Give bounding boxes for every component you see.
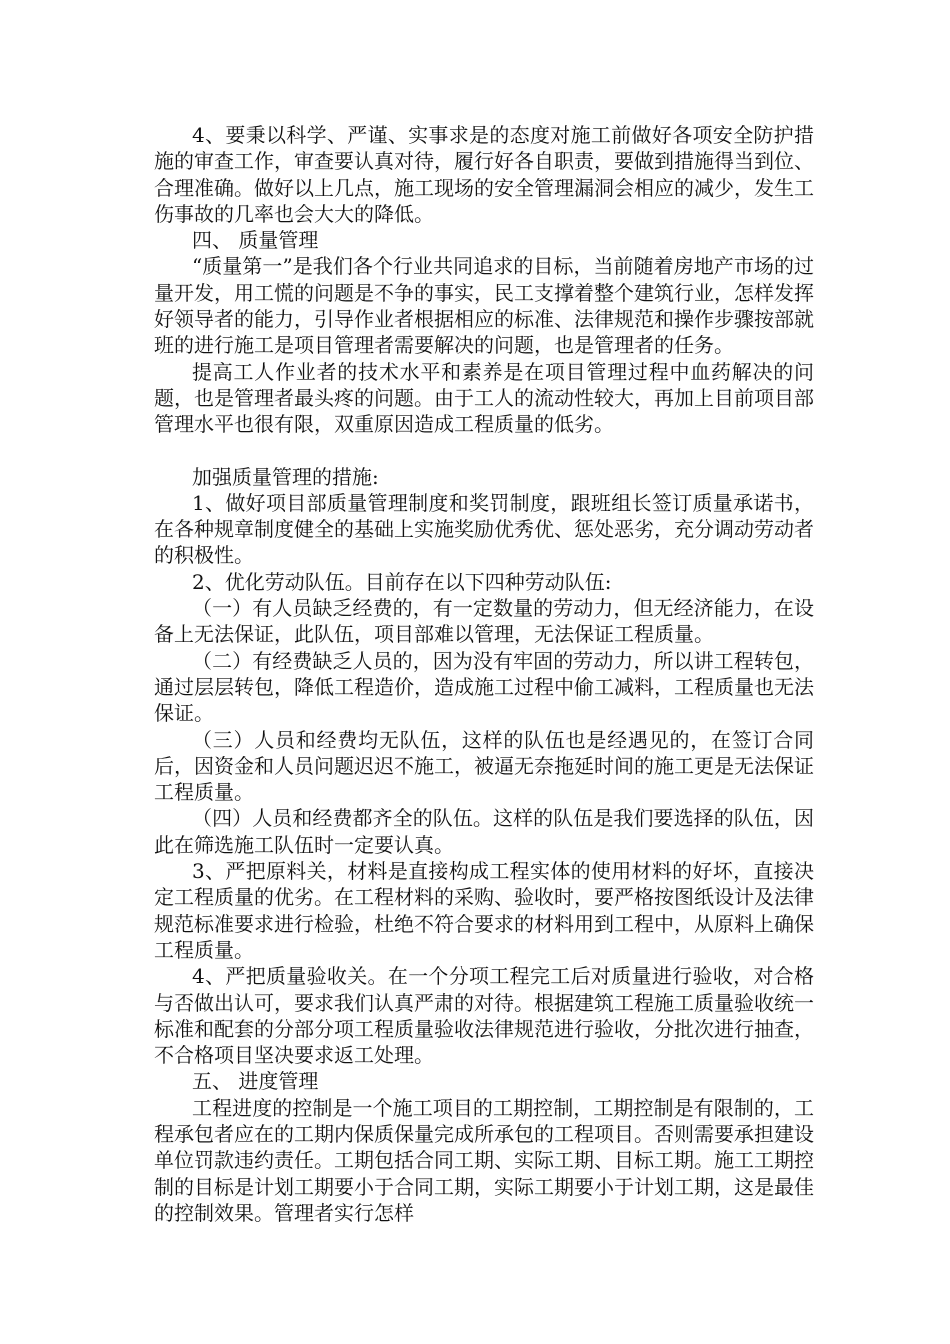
paragraph-worker-skills: 提高工人作业者的技术水平和素养是在项目管理过程中血药解决的问题，也是管理者最头疼的问题。由于工人的流动性较大，再加上目前项目部管理水平也很有限，双重原因造成工程质量的低劣。 (154, 359, 814, 437)
paragraph-quality-first: “质量第一”是我们各个行业共同追求的目标，当前随着房地产市场的过量开发，用工慌的问题是不争的事实，民工支撑着整个建筑行业，怎样发挥好领导者的能力，引导作业者根据相应的标准、法律规范和操作步骤按部就班的进行施工是项目管理者需要解决的问题，也是管理者的任务。 (154, 254, 814, 358)
paragraph-measure-2: 2、优化劳动队伍。目前存在以下四种劳动队伍: (192, 569, 612, 594)
paragraph-measure-3: 3、严把原料关，材料是直接构成工程实体的使用材料的好坏，直接决定工程质量的优劣。在工程材料的采购、验收时，要严格按图纸设计及法律规范标准要求进行检验，杜绝不符合要求的材料用到工程中，从原料上确保工程质量。 (154, 859, 814, 962)
document-body (154, 122, 814, 1226)
section-heading-quality-management: 四、 质量管理 (192, 228, 319, 253)
paragraph-team-type-1: （一）有人员缺乏经费的，有一定数量的劳动力，但无经济能力，在设备上无法保证，此队伍，项目部难以管理，无法保证工程质量。 (154, 596, 814, 647)
paragraph-schedule-control: 工程进度的控制是一个施工项目的工期控制，工期控制是有限制的，工程承包者应在的工期内保质保量完成所承包的工程项目。否则需要承担建设单位罚款违约责任。工期包括合同工期、实际工期、目标工期。施工工期控制的目标是计划工期要小于合同工期，实际工期要小于计划工期，这是最佳的控制效果。管理者实行怎样 (154, 1095, 814, 1225)
paragraph-quality-measures-title: 加强质量管理的措施: (192, 464, 379, 489)
paragraph-safety-review: 4、要秉以科学、严谨、实事求是的态度对施工前做好各项安全防护措施的审查工作，审查要认真对待，履行好各自职责，要做到措施得当到位、合理准确。做好以上几点，施工现场的安全管理漏洞会相应的减少，发生工伤事故的几率也会大大的降低。 (154, 123, 814, 226)
paragraph-measure-4: 4、严把质量验收关。在一个分项工程完工后对质量进行验收，对合格与否做出认可，要求我们认真严肃的对待。根据建筑工程施工质量验收统一标准和配套的分部分项工程质量验收法律规范进行验收，分批次进行抽查，不合格项目坚决要求返工处理。 (154, 964, 814, 1068)
paragraph-team-type-4: （四）人员和经费都齐全的队伍。这样的队伍是我们要选择的队伍，因此在筛选施工队伍时一定要认真。 (154, 806, 814, 857)
paragraph-team-type-3: （三）人员和经费均无队伍，这样的队伍也是经遇见的，在签订合同后，因资金和人员问题迟迟不施工，被逼无奈拖延时间的施工更是无法保证工程质量。 (154, 727, 814, 805)
section-heading-schedule-management: 五、 进度管理 (192, 1069, 319, 1094)
paragraph-measure-1: 1、做好项目部质量管理制度和奖罚制度，跟班组长签订质量承诺书，在各种规章制度健全的基础上实施奖励优秀优、惩处恶劣，充分调动劳动者的积极性。 (154, 490, 814, 568)
paragraph-team-type-2: （二）有经费缺乏人员的，因为没有牢固的劳动力，所以讲工程转包，通过层层转包，降低工程造价，造成施工过程中偷工减料，工程质量也无法保证。 (154, 648, 814, 726)
